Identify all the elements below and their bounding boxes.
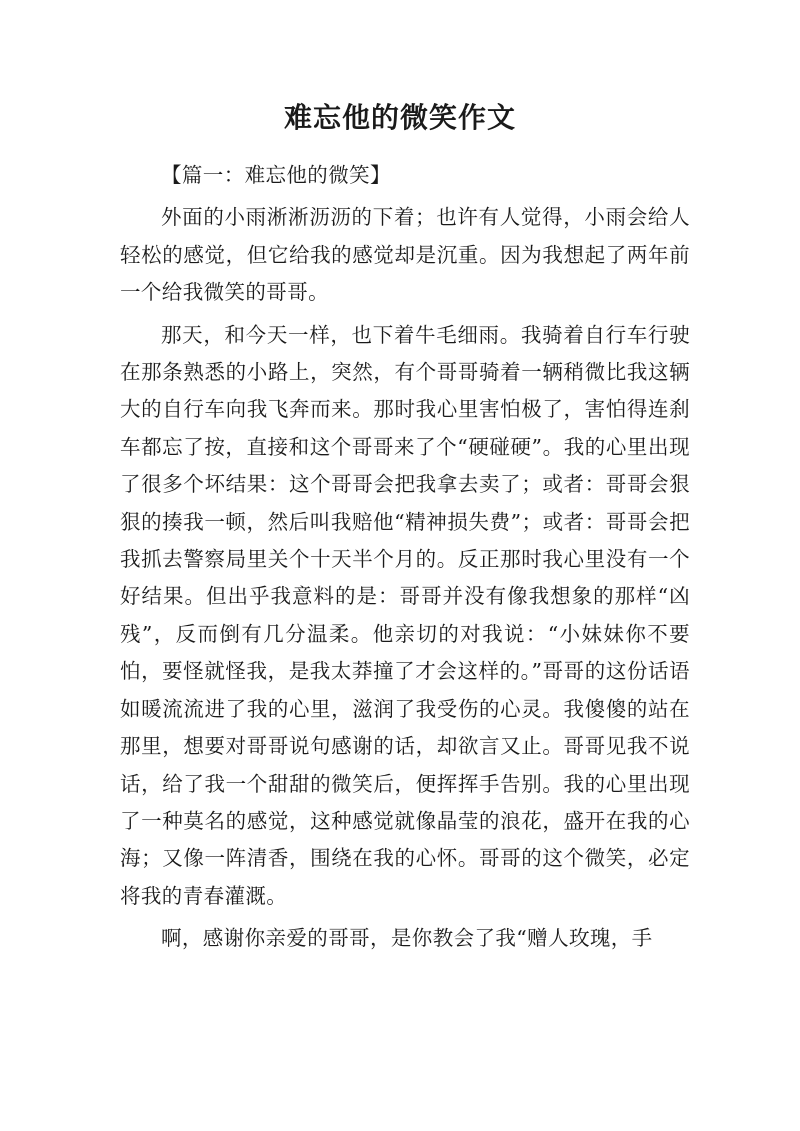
document-body xyxy=(120,157,690,963)
document-title: 难忘他的微笑作文 xyxy=(283,101,516,134)
paragraph-2: 那天，和今天一样，也下着牛毛细雨。我骑着自行车行驶在那条熟悉的小路上，突然，有个哥哥骑着一辆稍微比我这辆大的自行车向我飞奔而来。那时我心里害怕极了，害怕得连刹车都忘了按，直接和这个哥哥来了个“硬碰硬”。我的心里出现了很多个坏结果：这个哥哥会把我拿去卖了；或者：哥哥会狠狠的揍我一顿，然后叫我赔他“精神损失费”；或者：哥哥会把我抓去警察局里关个十天半个月的。反正那时我心里没有一个好结果。但出乎我意料的是：哥哥并没有像我想象的那样“凶残”，反而倒有几分温柔。他亲切的对我说：“小妹妹你不要怕，要怪就怪我，是我太莽撞了才会这样的。”哥哥的这份话语如暖流流进了我的心里，滋润了我受伤的心灵。我傻傻的站在那里，想要对哥哥说句感谢的话，却欲言又止。哥哥见我不说话，给了我一个甜甜的微笑后，便挥挥手告别。我的心里出现了一种莫名的感觉，这种感觉就像晶莹的浪花，盛开在我的心海；又像一阵清香，围绕在我的心怀。哥哥的这个微笑，必定将我的青春灌溉。 xyxy=(120,322,690,908)
paragraph-3: 啊，感谢你亲爱的哥哥，是你教会了我“赠人玫瑰，手 xyxy=(161,926,653,951)
section-heading: 【篇一：难忘他的微笑】 xyxy=(161,163,391,187)
paragraph-1: 外面的小雨淅淅沥沥的下着；也许有人觉得，小雨会给人轻松的感觉，但它给我的感觉却是沉重。因为我想起了两年前一个给我微笑的哥哥。 xyxy=(120,205,690,305)
